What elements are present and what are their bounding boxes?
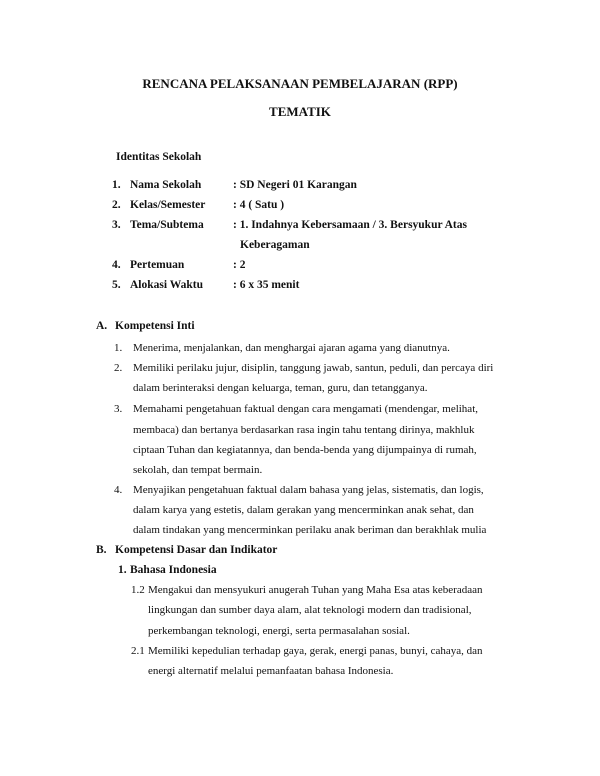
- identitas-row-label: Tema/Subtema: [130, 219, 204, 231]
- list-item-text: Mengakui dan mensyukuri anugerah Tuhan yang Maha Esa atas keberadaan: [148, 584, 483, 596]
- section-a-heading: Kompetensi Inti: [115, 320, 195, 332]
- list-item-number: 4.: [114, 484, 123, 496]
- list-item-text: Menyajikan pengetahuan faktual dalam bahasa yang jelas, sistematis, dan logis,: [133, 484, 484, 496]
- list-item-text: Menerima, menjalankan, dan menghargai ajaran agama yang dianutnya.: [133, 342, 450, 354]
- list-item-text: dalam berinteraksi dengan keluarga, teman, guru, dan tetangganya.: [133, 382, 428, 394]
- identitas-row-number: 4.: [112, 259, 121, 271]
- identitas-row-value: : 6 x 35 menit: [233, 279, 300, 291]
- section-b-marker: B.: [96, 544, 107, 556]
- identitas-row-number: 2.: [112, 199, 121, 211]
- list-item-text: ciptaan Tuhan dan kegiatannya, dan benda-benda yang dijumpainya di rumah,: [133, 444, 477, 456]
- list-item-text: Memiliki perilaku jujur, disiplin, tanggung jawab, santun, peduli, dan percaya diri: [133, 362, 494, 374]
- identitas-row-value: : 2: [233, 259, 246, 271]
- identitas-row-number: 5.: [112, 279, 121, 291]
- list-item-text: dalam tindakan yang mencerminkan perilaku anak beriman dan berakhlak mulia: [133, 524, 487, 536]
- section-a-marker: A.: [96, 320, 108, 332]
- list-item-number: 2.: [114, 362, 123, 374]
- list-item-text: lingkungan dan sumber daya alam, alat teknologi modern dan tradisional,: [148, 604, 472, 616]
- identitas-row-number: 1.: [112, 179, 121, 191]
- identitas-row-label: Kelas/Semester: [130, 199, 206, 211]
- identitas-row-number: 3.: [112, 219, 121, 231]
- document-title: RENCANA PELAKSANAAN PEMBELAJARAN (RPP): [142, 76, 458, 91]
- identitas-row-label: Alokasi Waktu: [130, 279, 203, 291]
- list-item-text: energi alternatif melalui pemanfaatan bahasa Indonesia.: [148, 665, 394, 677]
- list-item-text: membaca) dan bertanya berdasarkan rasa ingin tahu tentang dirinya, makhluk: [133, 424, 475, 436]
- identitas-row-value-continued: Keberagaman: [240, 239, 310, 251]
- list-item-text: sekolah, dan tempat bermain.: [133, 464, 263, 476]
- document-subtitle: TEMATIK: [269, 104, 331, 119]
- identitas-row-value: : SD Negeri 01 Karangan: [233, 179, 357, 191]
- list-item-text: dalam karya yang estetis, dalam gerakan yang mencerminkan anak sehat, dan: [133, 504, 474, 516]
- list-item-text: Memiliki kepedulian terhadap gaya, gerak, energi panas, bunyi, cahaya, dan: [148, 645, 483, 657]
- list-item-text: perkembangan teknologi, energi, serta permasalahan sosial.: [148, 625, 410, 637]
- list-item-number: 2.1: [131, 645, 145, 657]
- list-item-text: Memahami pengetahuan faktual dengan cara mengamati (mendengar, melihat,: [133, 403, 478, 415]
- list-item-number: 3.: [114, 403, 123, 415]
- list-item-number: 1.: [114, 342, 123, 354]
- identitas-heading: Identitas Sekolah: [116, 151, 202, 163]
- identitas-row-label: Nama Sekolah: [130, 179, 202, 191]
- section-b-heading: Kompetensi Dasar dan Indikator: [115, 544, 278, 556]
- identitas-row-label: Pertemuan: [130, 259, 185, 271]
- list-item-number: 1.2: [131, 584, 145, 596]
- identitas-row-value: : 1. Indahnya Kebersamaan / 3. Bersyukur Atas: [233, 219, 467, 231]
- subsection-marker: 1.: [118, 564, 127, 576]
- subsection-heading: Bahasa Indonesia: [130, 564, 217, 576]
- identitas-row-value: : 4 ( Satu ): [233, 199, 285, 211]
